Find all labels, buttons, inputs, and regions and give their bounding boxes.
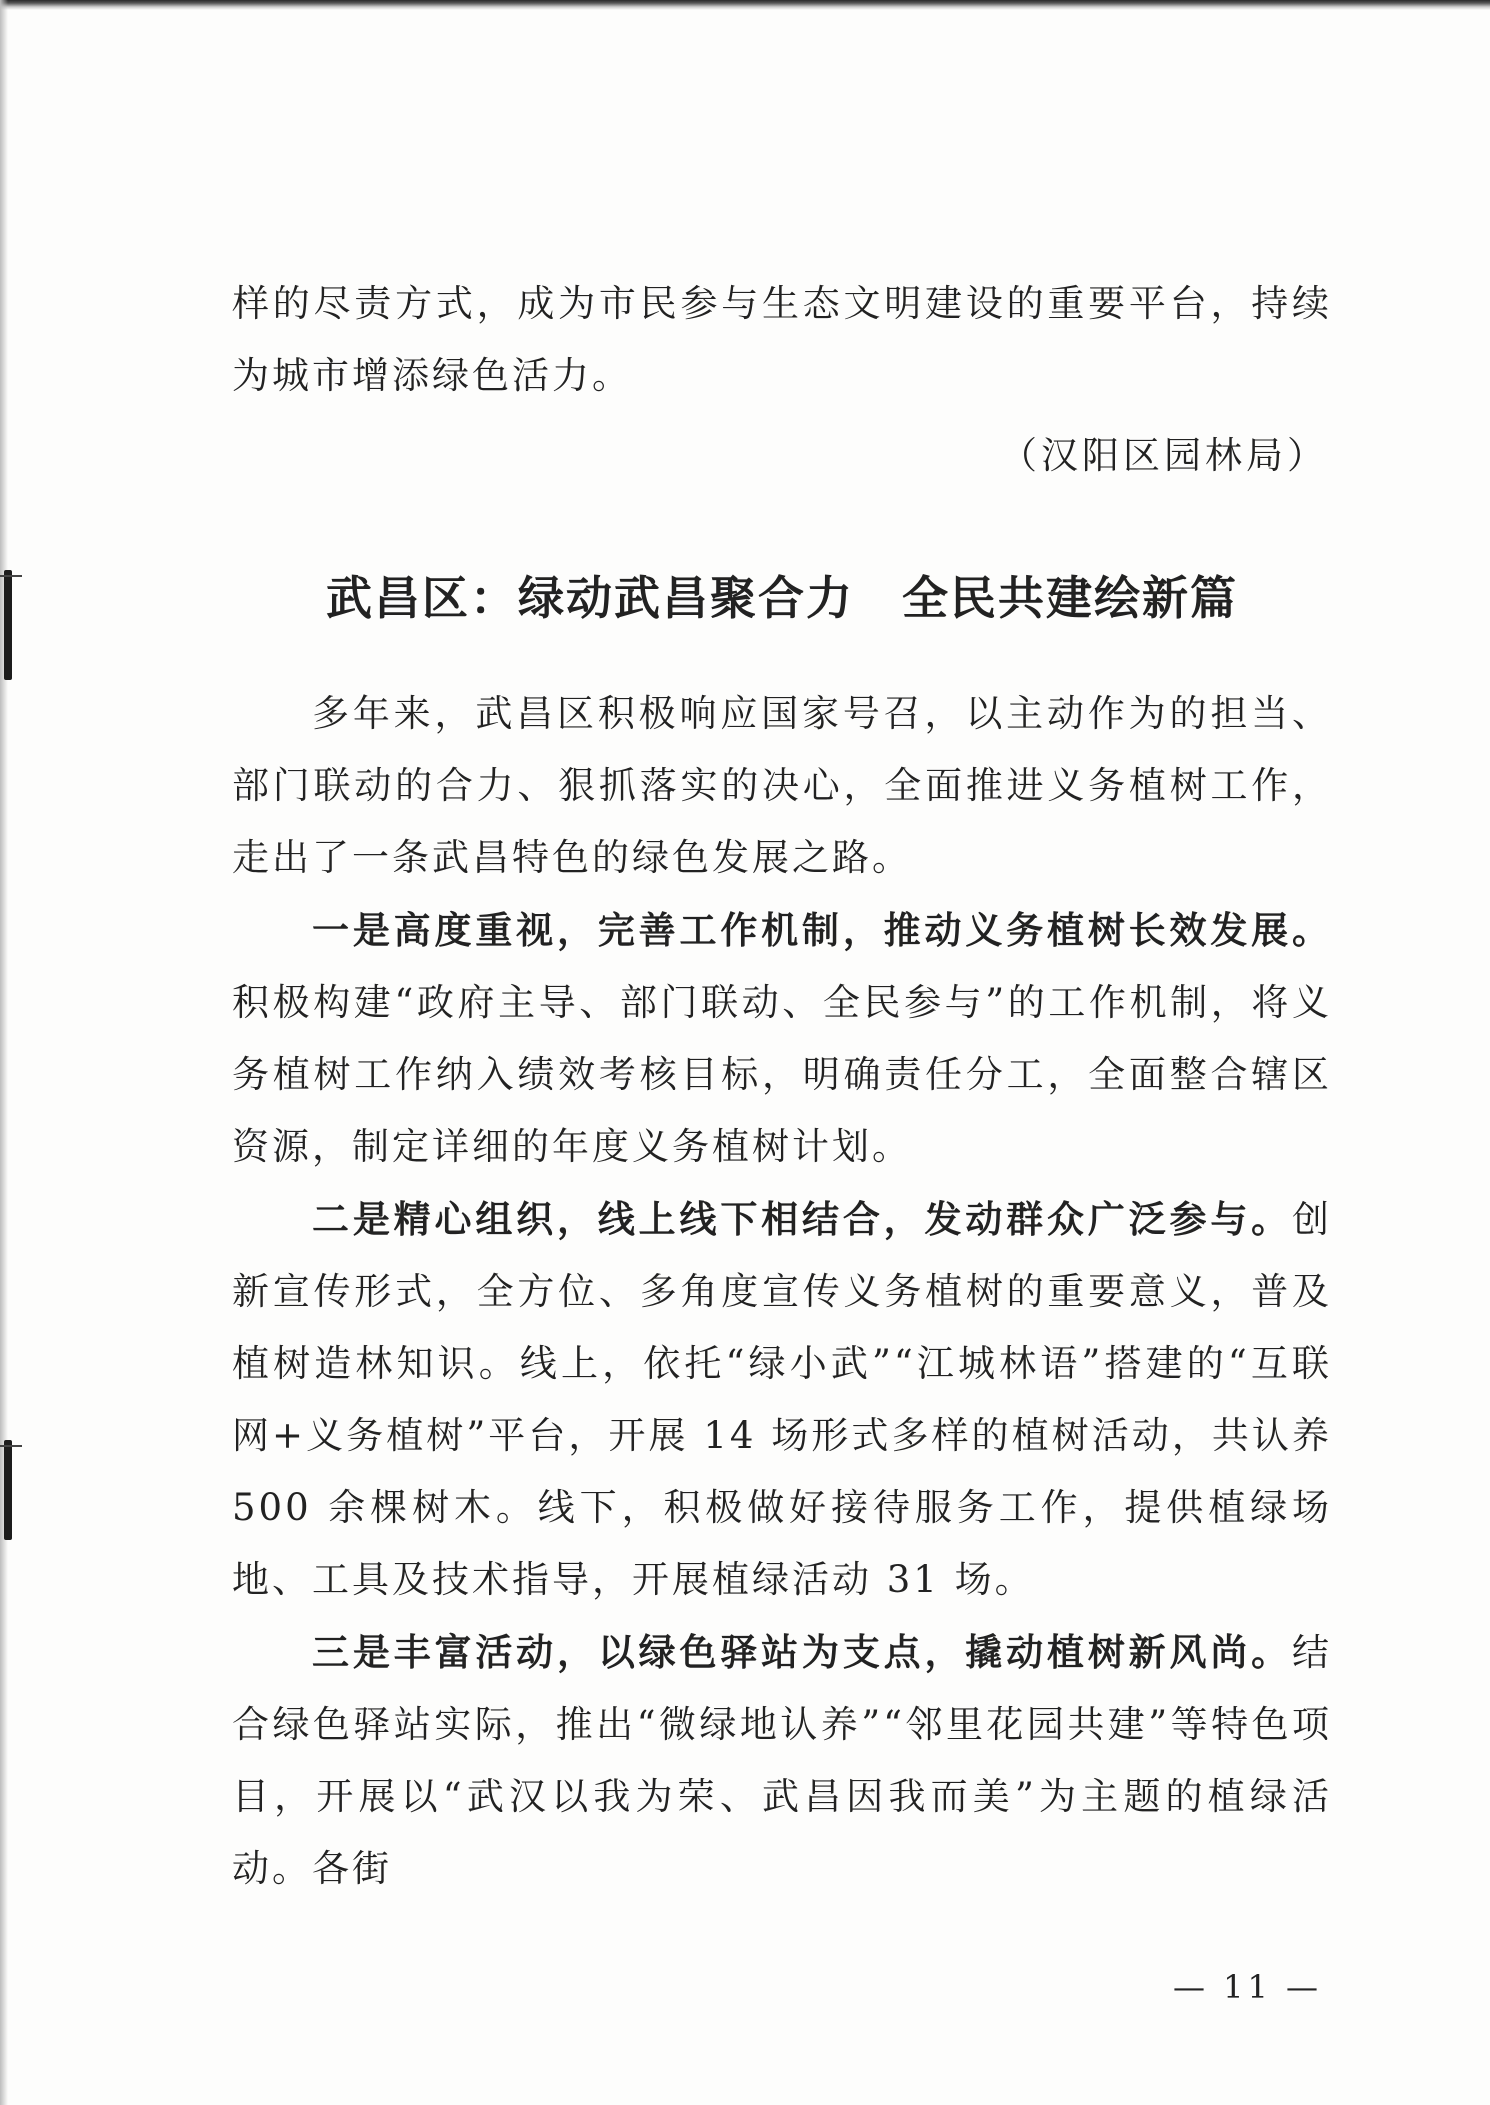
point-paragraph-2 (232, 1183, 1332, 1616)
intro-paragraph: 多年来，武昌区积极响应国家号召，以主动作为的担当、部门联动的合力、狠抓落实的决心，全面推进义务植树工作，走出了一条武昌特色的绿色发展之路。 (232, 692, 1332, 879)
point-lead: 一是高度重视，完善工作机制，推动义务植树长效发展。 (312, 908, 1332, 952)
document-body (232, 268, 1332, 1905)
continuation-paragraph: 样的尽责方式，成为市民参与生态文明建设的重要平台，持续为城市增添绿色活力。 (232, 282, 1332, 397)
attribution: （汉阳区园林局） (1000, 434, 1328, 477)
point-body: 积极构建“政府主导、部门联动、全民参与”的工作机制，将义务植树工作纳入绩效考核目标，明确责任分工，全面整合辖区资源，制定详细的年度义务植树计划。 (232, 981, 1332, 1168)
point-lead: 三是丰富活动，以绿色驿站为支点，撬动植树新风尚。 (312, 1630, 1292, 1674)
scan-left-edge (0, 0, 8, 2105)
point-lead: 二是精心组织，线上线下相结合，发动群众广泛参与。 (312, 1197, 1292, 1241)
scan-top-edge (0, 0, 1490, 10)
binding-tick (0, 575, 22, 577)
page-number: — 11 — (1172, 1968, 1322, 2006)
point-body: 结合绿色驿站实际，推出“微绿地认养”“邻里花园共建”等特色项目，开展以“武汉以我为荣、武昌因我而美”为主题的植绿活动。各街 (232, 1631, 1332, 1890)
point-paragraph-1 (232, 894, 1332, 1183)
binding-hole-mark (4, 570, 12, 680)
section-title: 武昌区：绿动武昌聚合力 全民共建绘新篇 (326, 571, 1238, 625)
binding-hole-mark (4, 1440, 12, 1540)
binding-tick (0, 1445, 22, 1447)
point-paragraph-3 (232, 1616, 1332, 1905)
point-body: 创新宣传形式，全方位、多角度宣传义务植树的重要意义，普及植树造林知识。线上，依托“绿小武”“江城林语”搭建的“互联网+义务植树”平台，开展 14 场形式多样的植树活动，共认养 500 余棵树木。线下，积极做好接待服务工作，提供植绿场地、工具及技术指导，开展植绿活动 31 场。 (232, 1198, 1332, 1601)
